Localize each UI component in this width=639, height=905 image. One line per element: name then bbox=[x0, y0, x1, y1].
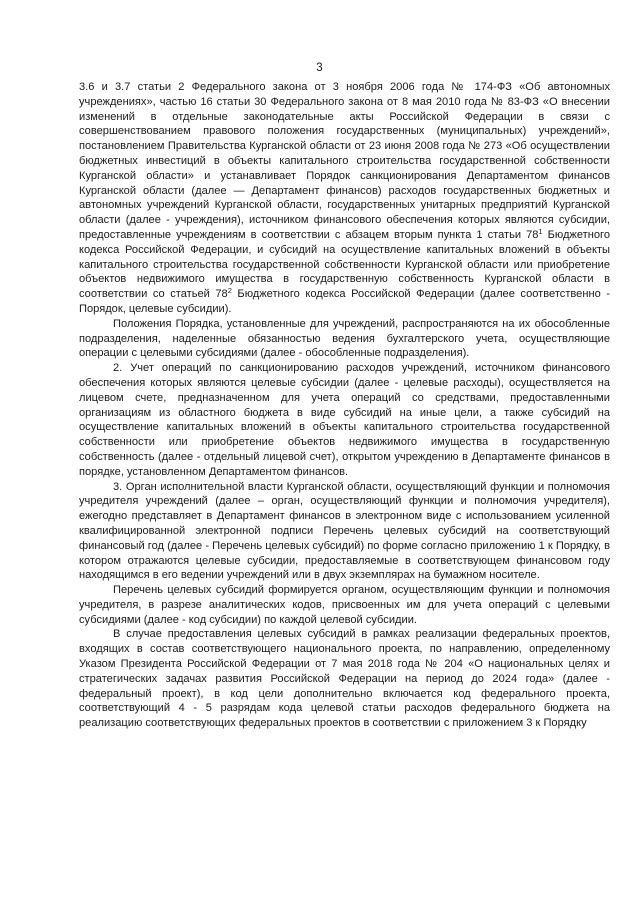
paragraph-text: В случае предоставления целевых субсидий в рамках реализации федеральных проектов, входящих в состав соответствующего национального проекта, по направлению, определенному Указом Президента Российской Федерации от 7 мая 2018 года № 204 «О национальных целях и стратегических задачах развития Российской Федерации на период до 2024 года» (далее - федеральный проект), в код цели дополнительно включается код федерального проекта, соответствующий 4 - 5 разрядам кода целевой статьи расходов федерального бюджета на реализацию соответствующих федеральных проектов в соответствии с приложением 3 к Порядку bbox=[79, 628, 610, 730]
page-number: 3 bbox=[316, 62, 323, 74]
paragraph-text: 2. Учет операций по санкционированию расходов учреждений, источником финансового обеспечения которых являются целевые субсидии (далее - целевые расходы), осуществляется на лицевом счете, предназначенном для учета операций со средствами, предоставленными организациям из областного бюджета в виде субсидий на иные цели, а также субсидий на осуществление капитальных вложений в объекты капитального строительства государственной собственности или приобретение объектов недвижимого имущества в государственную собственность (далее - отдельный лицевой счет), открытом учреждению в Департаменте финансов в порядке, установленном Департаментом финансов. bbox=[79, 362, 610, 478]
paragraph bbox=[79, 480, 610, 584]
superscript-text: 1 bbox=[538, 226, 543, 236]
paragraph-text: 3.6 и 3.7 статьи 2 Федерального закона от 3 ноября 2006 года № 174-ФЗ «Об автономных учреждениях», частью 16 статьи 30 Федерального закона от 8 мая 2010 года № 83-ФЗ «О внесении изменений в отдельные законодательные акты Российской Федерации в связи с совершенствованием правового положения государственных (муниципальных) учреждений», постановлением Правительства Курганской области от 23 июня 2008 года № 273 «Об осуществлении бюджетных инвестиций в объекты капитального строительства государственной собственности Курганской области» и устанавливает Порядок санкционирования Департаментом финансов Курганской области (далее — Департамент финансов) расходов государственных бюджетных и автономных учреждений Курганской области, государственных унитарных предприятий Курганской области (далее - учреждения), источником финансового обеспечения которых являются субсидии, предоставленные учреждениям в соответствии с абзацем вторым пункта 1 статьи 78 bbox=[79, 81, 610, 241]
paragraph-text: Бюджетного кодекса Российской Федерации, и субсидий на осуществление капитальных вложений в объекты капитального строительства государственной собственности Курганской области или приобретение объектов недвижимого имущества в государственную собственность Курганской области в соответствии со статьей 78 bbox=[79, 228, 611, 301]
paragraph-text: Бюджетного кодекса Российской Федерации (далее соответственно - Порядок, целевые субсидии). bbox=[79, 288, 610, 315]
paragraph-text: Положения Порядка, установленные для учреждений, распространяются на их обособленные подразделения, наделенные обязанностью ведения бухгалтерского учета, осуществляющие операции с целевыми субсидиями (далее - обособленные подразделения). bbox=[79, 317, 610, 360]
paragraph-text: Перечень целевых субсидий формируется органом, осуществляющим функции и полномочия учредителя, в разрезе аналитических кодов, присвоенных им для учета операций с целевыми субсидиями (далее - код субсидии) по каждой целевой субсидии. bbox=[79, 584, 610, 626]
paragraph bbox=[79, 361, 610, 479]
paragraph bbox=[79, 583, 610, 627]
paragraph bbox=[79, 627, 610, 731]
document-body bbox=[79, 80, 610, 731]
paragraph bbox=[79, 317, 610, 361]
superscript-text: 2 bbox=[227, 286, 232, 296]
paragraph bbox=[79, 80, 610, 317]
paragraph-text: 3. Орган исполнительной власти Курганской области, осуществляющий функции и полномочия учредителя учреждений (далее – орган, осуществляющий функции и полномочия учредителя), ежегодно представляет в Департамент финансов в электронном виде с использованием усиленной квалифицированной электронной подписи Перечень целевых субсидий на соответствующий финансовый год (далее - Перечень целевых субсидий) по форме согласно приложению 1 к Порядку, в котором отражаются целевые субсидии, предоставляемые в соответствующем финансовом году находящимся в его ведении учреждений или в двух экземплярах на бумажном носителе. bbox=[79, 480, 610, 582]
